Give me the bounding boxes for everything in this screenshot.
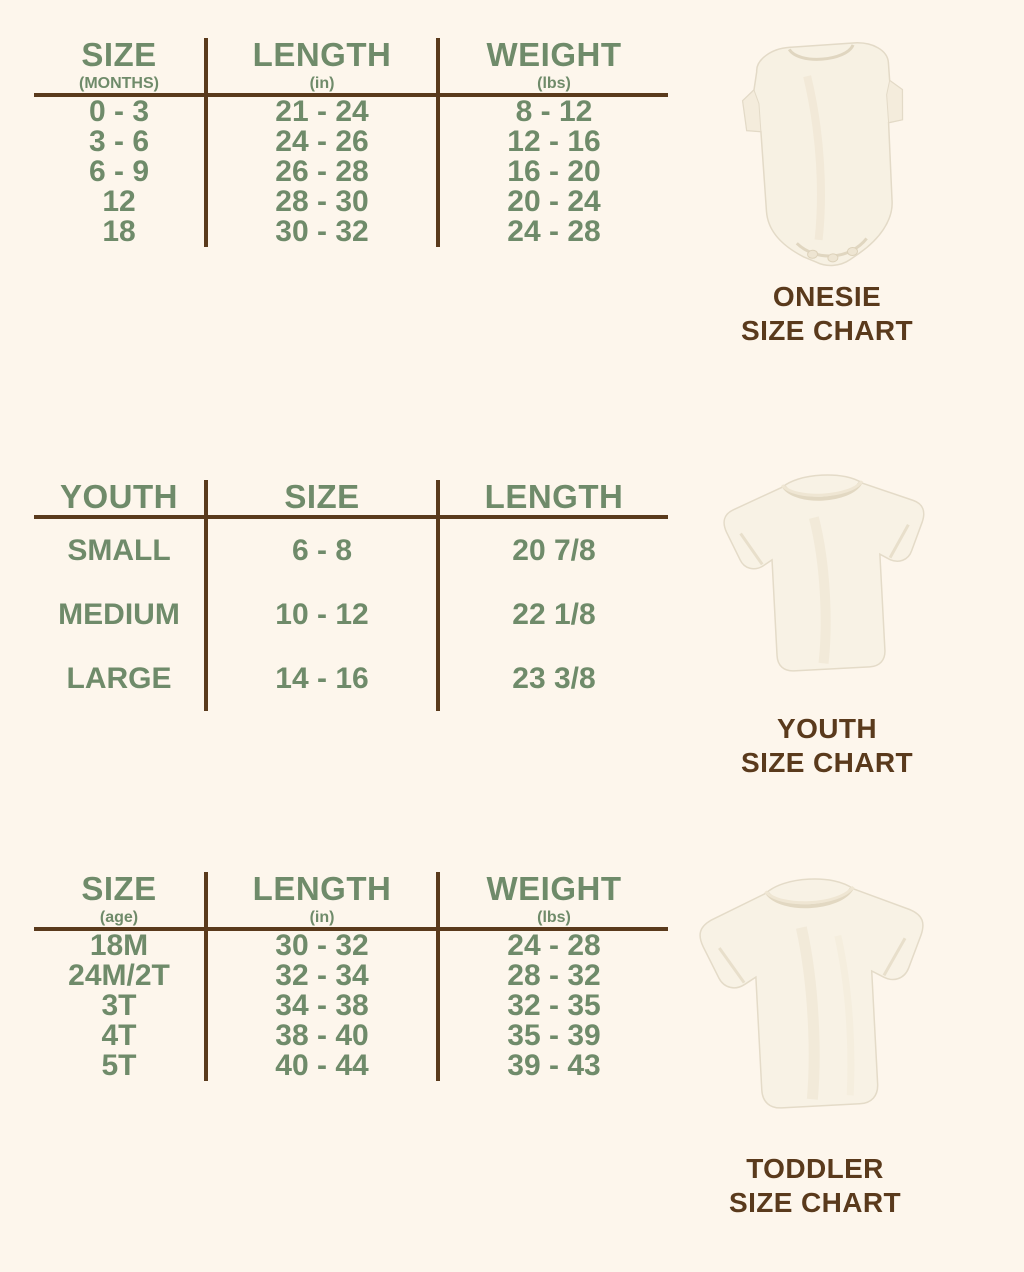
cell-size: 14 - 16 <box>206 647 438 711</box>
header-main-label: WEIGHT <box>486 870 622 907</box>
onesie-size-table <box>34 38 668 247</box>
header-sub-label: (lbs) <box>537 908 571 926</box>
section-youth <box>34 480 668 711</box>
table-row <box>34 991 668 1021</box>
table-header-row <box>34 480 668 517</box>
cell-youth: SMALL <box>67 533 171 567</box>
cell-weight: 12 - 16 <box>507 124 601 158</box>
header-sub-label: (age) <box>99 908 139 926</box>
header-cell-size <box>34 872 206 929</box>
header-cell-weight <box>438 872 668 929</box>
cell-length: 34 - 38 <box>206 991 438 1021</box>
cell-length: 28 - 30 <box>206 187 438 217</box>
table-row <box>34 647 668 711</box>
onesie-product <box>672 20 982 348</box>
cell-length: 23 3/8 <box>512 661 596 695</box>
cell-weight: 32 - 35 <box>507 988 601 1022</box>
cell-weight: 16 - 20 <box>507 154 601 188</box>
header-cell-size <box>34 38 206 95</box>
cell-size: 12 <box>102 184 136 218</box>
cell-weight: 24 - 28 <box>507 928 601 962</box>
table-row <box>34 187 668 217</box>
header-main-label: YOUTH <box>60 478 178 515</box>
cell-length: 20 7/8 <box>512 533 596 567</box>
header-cell-size <box>206 480 438 517</box>
cell-length: 30 - 32 <box>206 217 438 247</box>
header-sub-label: (in) <box>309 74 335 92</box>
toddler-tshirt-garment-icon <box>665 857 965 1147</box>
caption-line-1: YOUTH <box>777 713 877 744</box>
caption-line-1: TODDLER <box>746 1153 884 1184</box>
youth-tshirt-garment-icon <box>687 457 967 707</box>
header-cell-weight <box>438 38 668 95</box>
header-cell-length <box>438 480 668 517</box>
youth-caption <box>672 712 982 780</box>
cell-size: 18M <box>89 928 149 962</box>
youth-product <box>672 452 982 780</box>
cell-length: 30 - 32 <box>206 929 438 961</box>
table-row <box>34 1051 668 1081</box>
onesie-garment-image <box>672 20 982 280</box>
table-row <box>34 217 668 247</box>
onesie-caption <box>672 280 982 348</box>
cell-weight: 39 - 43 <box>507 1048 601 1082</box>
cell-length: 24 - 26 <box>206 127 438 157</box>
section-onesie <box>34 38 668 247</box>
cell-size: 5T <box>101 1048 137 1082</box>
youth-size-table <box>34 480 668 711</box>
cell-size: 4T <box>101 1018 137 1052</box>
caption-line-1: ONESIE <box>772 281 882 312</box>
header-main-label: SIZE <box>284 478 360 515</box>
cell-youth: MEDIUM <box>58 597 180 631</box>
cell-weight: 8 - 12 <box>515 94 593 128</box>
cell-size: 24M/2T <box>68 958 170 992</box>
toddler-size-table <box>34 872 668 1081</box>
header-main-label: LENGTH <box>252 36 392 73</box>
header-cell-length <box>206 872 438 929</box>
cell-weight: 20 - 24 <box>507 184 601 218</box>
toddler-product <box>660 852 970 1220</box>
cell-size: 10 - 12 <box>206 583 438 647</box>
header-sub-label: (lbs) <box>537 74 571 92</box>
header-main-label: SIZE <box>81 870 157 907</box>
table-row <box>34 961 668 991</box>
cell-length: 22 1/8 <box>512 597 596 631</box>
header-cell-length <box>206 38 438 95</box>
cell-size: 6 - 9 <box>88 154 150 188</box>
header-sub-label: (in) <box>309 908 335 926</box>
cell-size: 6 - 8 <box>206 517 438 583</box>
youth-garment-image <box>672 452 982 712</box>
caption-line-2: SIZE CHART <box>741 747 913 779</box>
cell-weight: 35 - 39 <box>507 1018 601 1052</box>
toddler-caption <box>660 1152 970 1220</box>
cell-size: 3T <box>101 988 137 1022</box>
toddler-garment-image <box>660 852 970 1152</box>
table-row <box>34 157 668 187</box>
caption-line-2: SIZE CHART <box>729 1187 901 1219</box>
table-header-row <box>34 872 668 929</box>
header-sub-label: (MONTHS) <box>79 74 159 92</box>
onesie-garment-icon <box>692 15 962 285</box>
header-main-label: LENGTH <box>484 478 624 515</box>
header-main-label: SIZE <box>81 36 157 73</box>
cell-length: 40 - 44 <box>206 1051 438 1081</box>
table-row <box>34 95 668 127</box>
section-toddler <box>34 872 668 1081</box>
cell-length: 38 - 40 <box>206 1021 438 1051</box>
table-row <box>34 583 668 647</box>
cell-youth: LARGE <box>66 661 172 695</box>
cell-size: 0 - 3 <box>88 94 150 128</box>
table-row <box>34 1021 668 1051</box>
table-row <box>34 517 668 583</box>
header-main-label: WEIGHT <box>486 36 622 73</box>
cell-length: 32 - 34 <box>206 961 438 991</box>
caption-line-2: SIZE CHART <box>741 315 913 347</box>
table-row <box>34 929 668 961</box>
header-cell-youth <box>34 480 206 517</box>
cell-weight: 24 - 28 <box>507 214 601 248</box>
table-header-row <box>34 38 668 95</box>
header-main-label: LENGTH <box>252 870 392 907</box>
table-row <box>34 127 668 157</box>
cell-length: 21 - 24 <box>206 95 438 127</box>
cell-weight: 28 - 32 <box>507 958 601 992</box>
cell-size: 18 <box>102 214 136 248</box>
cell-length: 26 - 28 <box>206 157 438 187</box>
cell-size: 3 - 6 <box>88 124 150 158</box>
